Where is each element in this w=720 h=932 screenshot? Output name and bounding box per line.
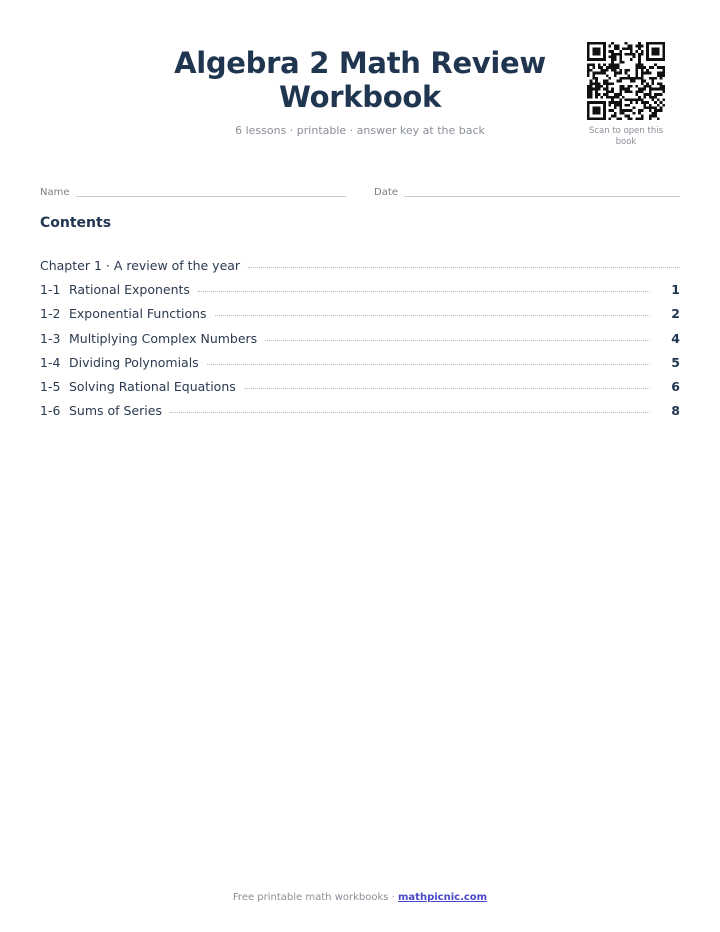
leader-dots — [170, 412, 650, 413]
toc-row[interactable] — [40, 273, 680, 297]
lesson-number: 1-2 — [40, 306, 61, 322]
toc-chapter — [40, 249, 680, 273]
title-block — [160, 46, 560, 137]
contents-heading: Contents — [40, 215, 112, 231]
footer-text: Free printable math workbooks · — [232, 892, 399, 903]
lesson-title: Rational Exponents — [69, 282, 190, 298]
leader-dots — [198, 291, 650, 292]
name-label: Name — [40, 187, 70, 198]
toc-row[interactable] — [40, 297, 680, 321]
lesson-number: 1-1 — [40, 282, 61, 298]
toc-row[interactable] — [40, 370, 680, 394]
toc-row[interactable] — [40, 394, 680, 418]
lesson-title: Dividing Polynomials — [69, 354, 199, 370]
qr-block — [582, 42, 670, 148]
date-label: Date — [374, 187, 398, 198]
chapter-title: Chapter 1 · A review of the year — [40, 258, 241, 273]
page-subtitle: 6 lessons · printable · answer key at the back — [235, 124, 485, 137]
leader-dots — [244, 388, 650, 389]
toc-row[interactable] — [40, 321, 680, 345]
lesson-number: 1-6 — [40, 403, 61, 419]
toc-row[interactable] — [40, 346, 680, 370]
lesson-title: Sums of Series — [69, 403, 162, 419]
student-fields — [40, 186, 680, 202]
leader-dots — [265, 340, 650, 341]
lesson-title: Solving Rational Equations — [69, 378, 236, 394]
lesson-number: 1-4 — [40, 354, 61, 370]
lesson-number: 1-3 — [40, 330, 61, 346]
lesson-page: 8 — [671, 403, 680, 419]
lesson-page: 1 — [671, 282, 680, 298]
leader-dots — [207, 364, 650, 365]
lesson-page: 4 — [671, 330, 680, 346]
page-header — [40, 38, 680, 158]
lesson-title: Multiplying Complex Numbers — [69, 330, 258, 346]
page-footer — [0, 892, 720, 903]
name-field[interactable] — [40, 186, 346, 200]
name-line — [76, 187, 346, 197]
lesson-page: 2 — [671, 306, 680, 322]
date-line — [404, 187, 680, 197]
lesson-page: 6 — [671, 378, 680, 394]
leader-dots — [215, 315, 650, 316]
lesson-number: 1-5 — [40, 378, 61, 394]
date-field[interactable] — [374, 186, 680, 200]
qr-code-icon — [587, 42, 665, 120]
leader-dots — [248, 267, 680, 268]
footer-link[interactable]: mathpicnic.com — [398, 892, 488, 903]
page-title: Algebra 2 Math Review Workbook — [174, 46, 546, 114]
lesson-page: 5 — [671, 354, 680, 370]
qr-caption: Scan to open this book — [588, 126, 664, 147]
lesson-title: Exponential Functions — [69, 306, 207, 322]
table-of-contents — [40, 249, 680, 418]
